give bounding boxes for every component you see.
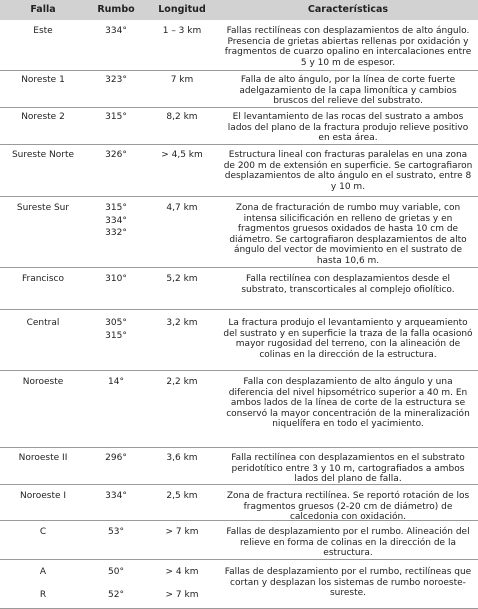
caracteristicas-cell: Fallas de desplazamiento por el rumbo. Alineación del relieve en forma de colinas en la dirección de la estructura. <box>226 527 470 559</box>
falla-cell: Francisco <box>21 274 65 284</box>
caracteristicas-cell: Falla rectilínea con desplazamientos en el substrato peridotítico entre 3 y 10 m, cartografiados a ambos lados del plano de falla. <box>231 453 465 485</box>
falla-cell: A <box>39 567 47 577</box>
rumbo-value: 14° <box>108 377 124 387</box>
rumbo-cell <box>88 453 144 466</box>
rumbo-cell <box>88 112 144 125</box>
caracteristicas-cell: Fallas de desplazamiento por el rumbo, rectilíneas que cortan y desplazan los sistemas de rumbo noroeste-sureste. <box>224 567 472 599</box>
rumbo-value: 296° <box>105 453 127 463</box>
rumbo-value: 53° <box>108 527 124 537</box>
longitud-cell: 3,6 km <box>166 453 198 463</box>
falla-cell: Noroeste <box>22 377 64 387</box>
table-header <box>0 0 478 20</box>
longitud-cell: 2,2 km <box>166 377 198 387</box>
falla-cell: Noreste 2 <box>21 112 65 122</box>
rumbo-cell <box>88 527 144 540</box>
falla-cell: Noroeste I <box>19 491 67 501</box>
table-row <box>0 145 478 197</box>
caracteristicas-cell: Falla de alto ángulo, por la línea de corte fuerte adelgazamiento de la capa limonítica y cambios bruscos del relieve del substrato. <box>239 75 457 107</box>
falla-cell: Sureste Sur <box>16 203 70 213</box>
rumbo-value: 315° <box>105 203 127 213</box>
table-row <box>0 197 478 268</box>
rumbo-value: 50° <box>108 567 124 577</box>
table-row <box>0 521 478 560</box>
falla-cell: R <box>39 590 47 600</box>
rumbo-value: 334° <box>105 491 127 501</box>
longitud-cell: 1 – 3 km <box>162 26 202 36</box>
falla-cell: C <box>39 527 47 537</box>
rumbo-value: 305° <box>105 318 127 328</box>
rumbo-cell <box>88 75 144 88</box>
rumbo-cell <box>88 26 144 39</box>
longitud-cell: > 7 km <box>165 527 199 537</box>
rumbo-value: 332° <box>105 228 127 239</box>
caracteristicas-cell: Zona de fracturación de rumbo muy variable, con intensa silicificación en relleno de grietas y en fragmentos gruesos oxidados de hasta 10 cm de diámetro. Se cartografiaron desplazamientos de alto ángulo del vector de movimiento en el sustrato de hasta 10,6 m. <box>229 203 467 266</box>
rumbo-cell <box>88 203 144 241</box>
rumbo-value: 326° <box>105 150 127 160</box>
header-rumbo: Rumbo <box>97 4 135 15</box>
longitud-cell: 4,7 km <box>166 203 198 213</box>
caracteristicas-cell: Falla con desplazamiento de alto ángulo y una diferencia del nivel hipsométrico superior a 40 m. En ambos lados de la línea de corte de la estructura se conservó la mayor concentración de la mineralización niquelífera en todo el yacimiento. <box>226 377 470 430</box>
rumbo-cell <box>88 377 144 390</box>
falla-cell: Noroeste II <box>18 453 68 463</box>
rumbo-value: 310° <box>105 274 127 284</box>
table-row <box>0 108 478 145</box>
rumbo-cell <box>88 590 144 601</box>
rumbo-cell <box>88 491 144 504</box>
longitud-cell: 5,2 km <box>166 274 198 284</box>
rumbo-value: 315° <box>105 112 127 122</box>
caracteristicas-cell: Fallas rectilíneas con desplazamientos de alto ángulo. Presencia de grietas abiertas rellenas por oxidación y fragmentos de cuarzo opalino en intercalaciones entre 5 y 10 m de espesor. <box>224 26 472 68</box>
rumbo-cell <box>88 274 144 287</box>
rumbo-value: 323° <box>105 75 127 85</box>
table-row <box>0 371 478 448</box>
caracteristicas-cell: Zona de fractura rectilínea. Se reportó rotación de los fragmentos gruesos (2-20 cm de diámetro) de calcedonia con oxidación. <box>226 491 470 523</box>
header-falla: Falla <box>30 4 56 15</box>
table-row <box>0 448 478 485</box>
table-row <box>0 20 478 71</box>
rumbo-value: 315° <box>105 330 127 341</box>
caracteristicas-cell: El levantamiento de las rocas del sustrato a ambos lados del plano de la fractura produjo relieve positivo en esta área. <box>227 112 469 144</box>
rumbo-value: 334° <box>105 26 127 36</box>
falla-cell: Noreste 1 <box>21 75 65 85</box>
longitud-cell: > 4 km <box>165 567 199 577</box>
caracteristicas-cell: Falla rectilínea con desplazamientos desde el substrato, transcorticales al complejo ofiolítico. <box>241 274 455 295</box>
caracteristicas-cell: Estructura lineal con fracturas paralelas en una zona de 200 m de extensión en superficie. Se cartografiaron desplazamientos de alto ángulo en el sustrato, entre 8 y 10 m. <box>223 150 473 192</box>
table-row <box>0 560 478 609</box>
longitud-cell: > 4,5 km <box>161 150 203 160</box>
longitud-cell: 7 km <box>170 75 194 85</box>
table-row <box>0 71 478 108</box>
table-row <box>0 485 478 521</box>
header-caracteristicas: Características <box>307 4 389 15</box>
table-row <box>0 310 478 371</box>
longitud-cell: > 7 km <box>165 590 199 600</box>
rumbo-value: 334° <box>105 215 127 226</box>
table-row <box>0 268 478 310</box>
falla-cell: Sureste Norte <box>11 150 75 160</box>
longitud-cell: 3,2 km <box>166 318 198 328</box>
falla-cell: Este <box>33 26 53 36</box>
longitud-cell: 2,5 km <box>166 491 198 501</box>
rumbo-cell <box>88 567 144 580</box>
header-longitud: Longitud <box>158 4 206 15</box>
falla-cell: Central <box>26 318 60 328</box>
rumbo-cell <box>88 318 144 343</box>
longitud-cell: 8,2 km <box>166 112 198 122</box>
caracteristicas-cell: La fractura produjo el levantamiento y arqueamiento del sustrato y en superficie la traza de la falla ocasionó mayor rugosidad del terreno, con la alineación de colinas en la dirección de la estructura. <box>223 318 473 360</box>
rumbo-cell <box>88 150 144 163</box>
rumbo-value: 52° <box>108 590 124 600</box>
